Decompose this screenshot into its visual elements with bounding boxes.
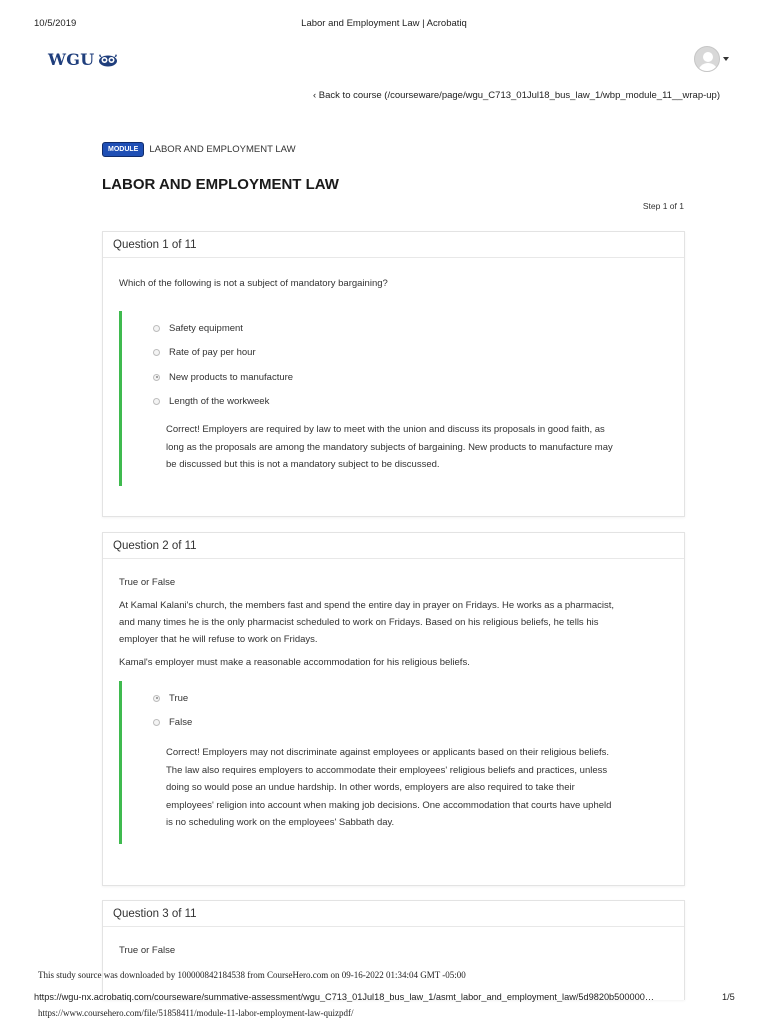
option-2[interactable] bbox=[149, 341, 668, 366]
option-label: True bbox=[169, 692, 189, 704]
question-card-3 bbox=[102, 900, 685, 1000]
wgu-logo[interactable] bbox=[48, 50, 118, 69]
radio-button[interactable] bbox=[153, 719, 160, 726]
question-statement: Kamal's employer must make a reasonable accommodation for his religious beliefs. bbox=[119, 657, 470, 668]
back-to-course-link[interactable]: ‹ Back to course (/courseware/page/wgu_C713_01Jul18_bus_law_1/wbp_module_11__wrap-up) bbox=[313, 90, 720, 101]
radio-button[interactable] bbox=[153, 325, 160, 332]
answer-block bbox=[119, 311, 668, 486]
source-note: This study source was downloaded by 100000842184538 from CourseHero.com on 09-16-2022 01:34:04 GMT -05:00 bbox=[38, 970, 466, 980]
page-title: LABOR AND EMPLOYMENT LAW bbox=[102, 176, 339, 193]
question-prompt: Which of the following is not a subject of mandatory bargaining? bbox=[119, 278, 388, 289]
option-3[interactable] bbox=[149, 365, 668, 390]
answer-block bbox=[119, 681, 668, 844]
user-menu[interactable] bbox=[694, 46, 729, 72]
question-header: Question 1 of 11 bbox=[103, 232, 684, 258]
option-label: Rate of pay per hour bbox=[169, 347, 256, 359]
correct-indicator-bar bbox=[119, 681, 122, 844]
correct-indicator-bar bbox=[119, 311, 122, 486]
radio-button[interactable] bbox=[153, 695, 160, 702]
module-breadcrumb bbox=[102, 142, 296, 157]
print-header bbox=[0, 18, 768, 32]
logo-text: WGU bbox=[48, 50, 95, 69]
print-url: https://wgu-nx.acrobatiq.com/courseware/summative-assessment/wgu_C713_01Jul18_bus_law_1/asmt_labor_and_employment_law/5d9820b500000… bbox=[34, 992, 655, 1002]
question-card-2 bbox=[102, 532, 685, 886]
module-name: LABOR AND EMPLOYMENT LAW bbox=[149, 144, 296, 155]
question-type: True or False bbox=[119, 577, 176, 588]
option-true[interactable] bbox=[149, 686, 668, 711]
radio-button[interactable] bbox=[153, 398, 160, 405]
feedback-text: Correct! Employers are required by law to meet with the union and discuss its proposals in good faith, as long as the proposals are among the mandatory subjects of bargaining. New products to manufacture may be discussed but this is not a mandatory subject to be discussed. bbox=[166, 424, 613, 470]
option-label: Length of the workweek bbox=[169, 396, 270, 408]
option-label: Safety equipment bbox=[169, 322, 243, 334]
step-indicator: Step 1 of 1 bbox=[642, 201, 684, 211]
option-label: New products to manufacture bbox=[169, 371, 294, 383]
question-header: Question 3 of 11 bbox=[103, 901, 684, 927]
avatar[interactable] bbox=[694, 46, 720, 72]
question-header: Question 2 of 11 bbox=[103, 533, 684, 559]
chevron-down-icon[interactable] bbox=[723, 57, 729, 61]
option-label: False bbox=[169, 717, 193, 729]
question-card-1 bbox=[102, 231, 685, 517]
radio-button[interactable] bbox=[153, 374, 160, 381]
module-badge: MODULE bbox=[102, 142, 144, 157]
question-type: True or False bbox=[119, 945, 176, 956]
question-scenario: At Kamal Kalani's church, the members fast and spend the entire day in prayer on Fridays. He works as a pharmacist, and many times he is the only pharmacist scheduled to work on Fridays. Based on his religious beliefs, he tells his employer that he will refuse to work on Fridays. bbox=[119, 600, 614, 645]
feedback-text: Correct! Employers may not discriminate against employees or applicants based on their religious beliefs. The law also requires employers to accommodate their employees' religious beliefs and practices, unless doing so would pose an undue hardship. In other words, employers are also required to take their employees' religion into account when making job decisions. One accommodation that courts have upheld is no scheduling work on the employees' Sabbath day. bbox=[166, 747, 612, 828]
option-false[interactable] bbox=[149, 711, 668, 736]
owl-icon bbox=[98, 53, 118, 67]
option-4[interactable] bbox=[149, 390, 668, 415]
option-1[interactable] bbox=[149, 316, 668, 341]
print-date: 10/5/2019 bbox=[34, 18, 77, 29]
page-number: 1/5 bbox=[722, 992, 735, 1002]
radio-button[interactable] bbox=[153, 349, 160, 356]
print-title: Labor and Employment Law | Acrobatiq bbox=[301, 18, 467, 29]
coursehero-link[interactable]: https://www.coursehero.com/file/51858411/module-11-labor-employment-law-quizpdf/ bbox=[38, 1008, 354, 1018]
